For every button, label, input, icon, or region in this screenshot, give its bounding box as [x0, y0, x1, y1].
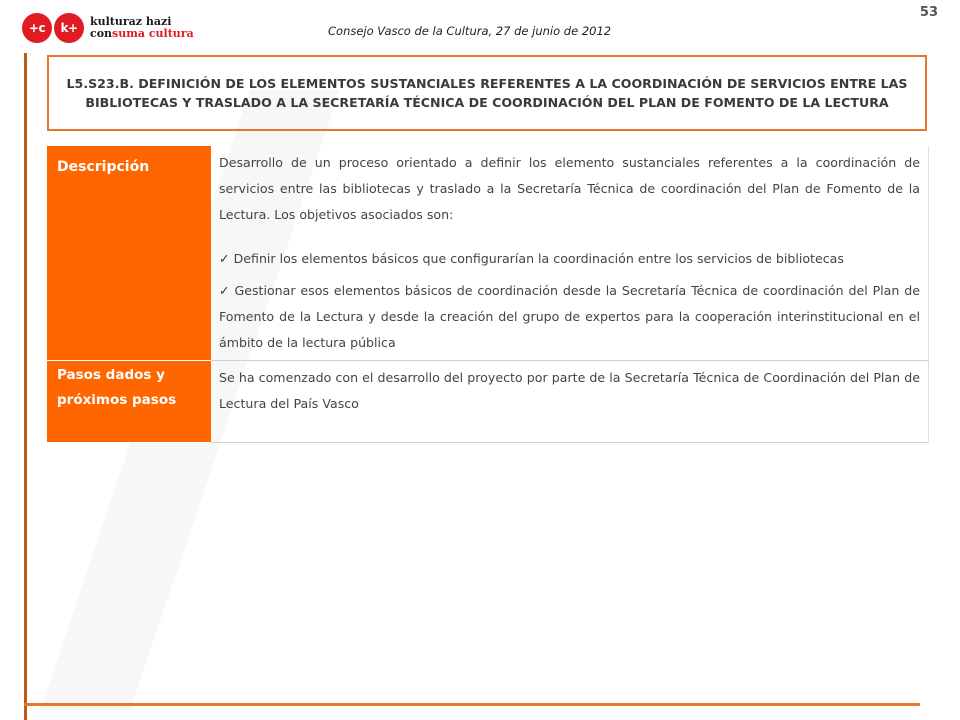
- logo-badge-c: +c: [22, 13, 52, 43]
- content-table: [47, 146, 929, 443]
- page-number: 53: [919, 5, 938, 20]
- logo-line-2-prefix: con: [90, 27, 113, 40]
- header-subtitle: Consejo Vasco de la Cultura, 27 de junio de 2012: [328, 24, 612, 38]
- check-icon: ✓: [219, 251, 230, 266]
- logo-line-2-suffix: suma cultura: [112, 27, 194, 40]
- logo-badge-k: k+: [54, 13, 84, 43]
- row-content: [211, 146, 929, 361]
- table-row-description: [47, 146, 929, 361]
- steps-text: Se ha comenzado con el desarrollo del proyecto por parte de la Secretaría Técnica de Coordinación del Plan de Lectura del País Vasco: [219, 370, 920, 411]
- section-title: L5.S23.B. DEFINICIÓN DE LOS ELEMENTOS SUSTANCIALES REFERENTES A LA COORDINACIÓN DE SERVICIOS ENTRE LAS BIBLIOTECAS Y TRASLADO A LA SECRETARÍA TÉCNICA DE COORDINACIÓN DEL PLAN DE FOMENTO DE LA LECTURA: [47, 55, 927, 131]
- objective-text: Gestionar esos elementos básicos de coordinación desde la Secretaría Técnica de coordinación del Plan de Fomento de la Lectura y desde la creación del grupo de expertos para la cooperación interinstitucional en el ámbito de la lectura pública: [219, 283, 920, 350]
- description-intro: Desarrollo de un proceso orientado a definir los elemento sustanciales referentes a la coordinación de servicios entre las bibliotecas y traslado a la Secretaría Técnica de coordinación del Plan de Fomento de la Lectura. Los objetivos asociados son:: [219, 155, 920, 222]
- objective-item: [219, 278, 920, 356]
- logo-wordmark: [90, 16, 194, 40]
- objective-item: [219, 246, 920, 272]
- row-label: Pasos dados y próximos pasos: [47, 361, 211, 443]
- logo-line-2: [90, 28, 194, 40]
- table-row-steps: [47, 361, 929, 443]
- objective-text: Definir los elementos básicos que configurarían la coordinación entre los servicios de bibliotecas: [233, 251, 844, 266]
- row-content: [211, 361, 929, 443]
- bottom-rule: [24, 703, 920, 706]
- row-label: Descripción: [47, 146, 211, 361]
- logo: [22, 11, 194, 45]
- left-rule: [24, 53, 27, 720]
- logo-line-1: kulturaz hazi: [90, 15, 172, 28]
- check-icon: ✓: [219, 283, 231, 298]
